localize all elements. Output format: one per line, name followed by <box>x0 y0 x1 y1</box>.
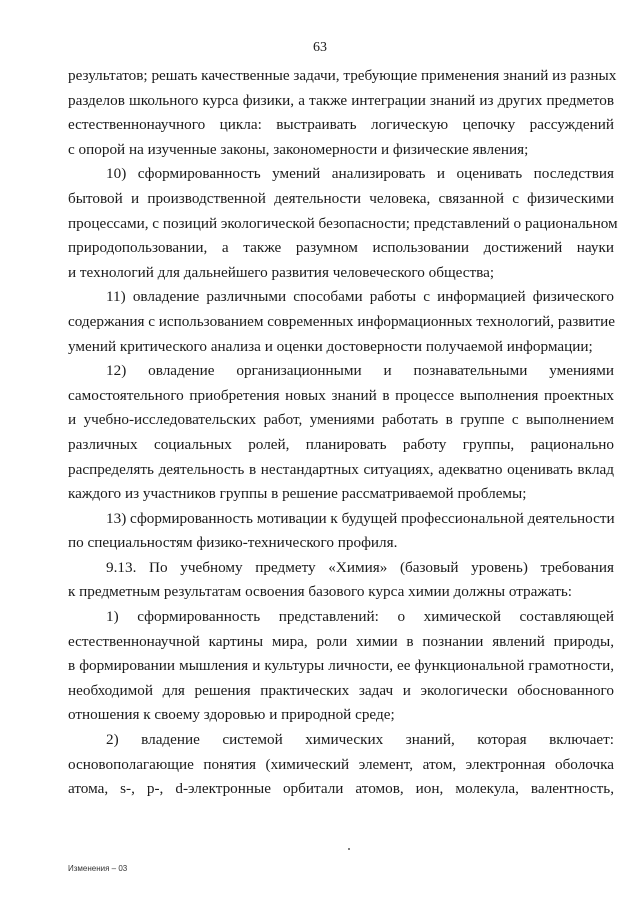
text-line: с опорой на изученные законы, закономерности и физические явления; <box>68 140 529 158</box>
text-line: 13) сформированность мотивации к будущей профессиональной деятельности <box>106 509 615 527</box>
text-line: 2) владение системой химических знаний, которая включает: <box>106 731 614 749</box>
text-line: 10) сформированность умений анализировать и оценивать последствия <box>106 165 614 183</box>
text-line: каждого из участников группы в решение рассматриваемой проблемы; <box>68 485 527 503</box>
text-line: 12) овладение организационными и познавательными умениями <box>106 362 614 380</box>
text-line: самостоятельного приобретения новых знаний в процессе выполнения проектных <box>68 386 614 404</box>
page-number: 63 <box>313 40 327 55</box>
text-line: 11) овладение различными способами работы с информацией физического <box>106 288 614 306</box>
text-line: и технологий для дальнейшего развития человеческого общества; <box>68 263 495 281</box>
text-line: отношения к своему здоровью и природной среде; <box>68 706 395 724</box>
text-line: 1) сформированность представлений: о химической составляющей <box>106 608 614 626</box>
text-line: естественнонаучной картины мира, роли химии в познании явлений природы, <box>68 632 614 650</box>
text-line: содержания с использованием современных информационных технологий, развитие <box>68 312 616 330</box>
text-line: основополагающие понятия (химический элемент, атом, электронная оболочка <box>68 755 614 773</box>
text-line: к предметным результатам освоения базового курса химии должны отражать: <box>68 583 572 601</box>
text-line: атома, s-, p-, d-электронные орбитали атомов, ион, молекула, валентность, <box>68 780 614 798</box>
text-line: различных социальных ролей, планировать работу группы, рационально <box>68 435 614 453</box>
text-line: и учебно-исследовательских работ, умениями работать в группе с выполнением <box>68 411 614 429</box>
text-line: природопользовании, а также разумном использовании достижений науки <box>68 239 614 257</box>
text-line: результатов; решать качественные задачи, требующие применения знаний из разных <box>68 67 617 84</box>
text-line: по специальностям физико-технического профиля. <box>68 534 398 552</box>
text-line: умений критического анализа и оценки достоверности получаемой информации; <box>68 337 593 355</box>
text-line: 9.13. По учебному предмету «Химия» (базовый уровень) требования <box>106 558 614 576</box>
text-line: распределять деятельность в нестандартных ситуациях, адекватно оценивать вклад <box>68 460 614 478</box>
text-line: необходимой для решения практических задач и экологически обоснованного <box>68 681 614 699</box>
scan-speck <box>348 848 350 850</box>
text-line: разделов школьного курса физики, а также интеграции знаний из других предметов <box>68 91 614 109</box>
footer-note: Изменения – 03 <box>68 864 128 873</box>
text-line: в формировании мышления и культуры личности, ее функциональной грамотности, <box>68 657 614 675</box>
text-line: бытовой и производственной деятельности человека, связанной с физическими <box>68 189 614 207</box>
body-text <box>68 64 618 802</box>
text-line: естественнонаучного цикла: выстраивать логическую цепочку рассуждений <box>68 116 614 134</box>
text-line: процессами, с позиций экологической безопасности; представлений о рациональном <box>68 214 618 232</box>
